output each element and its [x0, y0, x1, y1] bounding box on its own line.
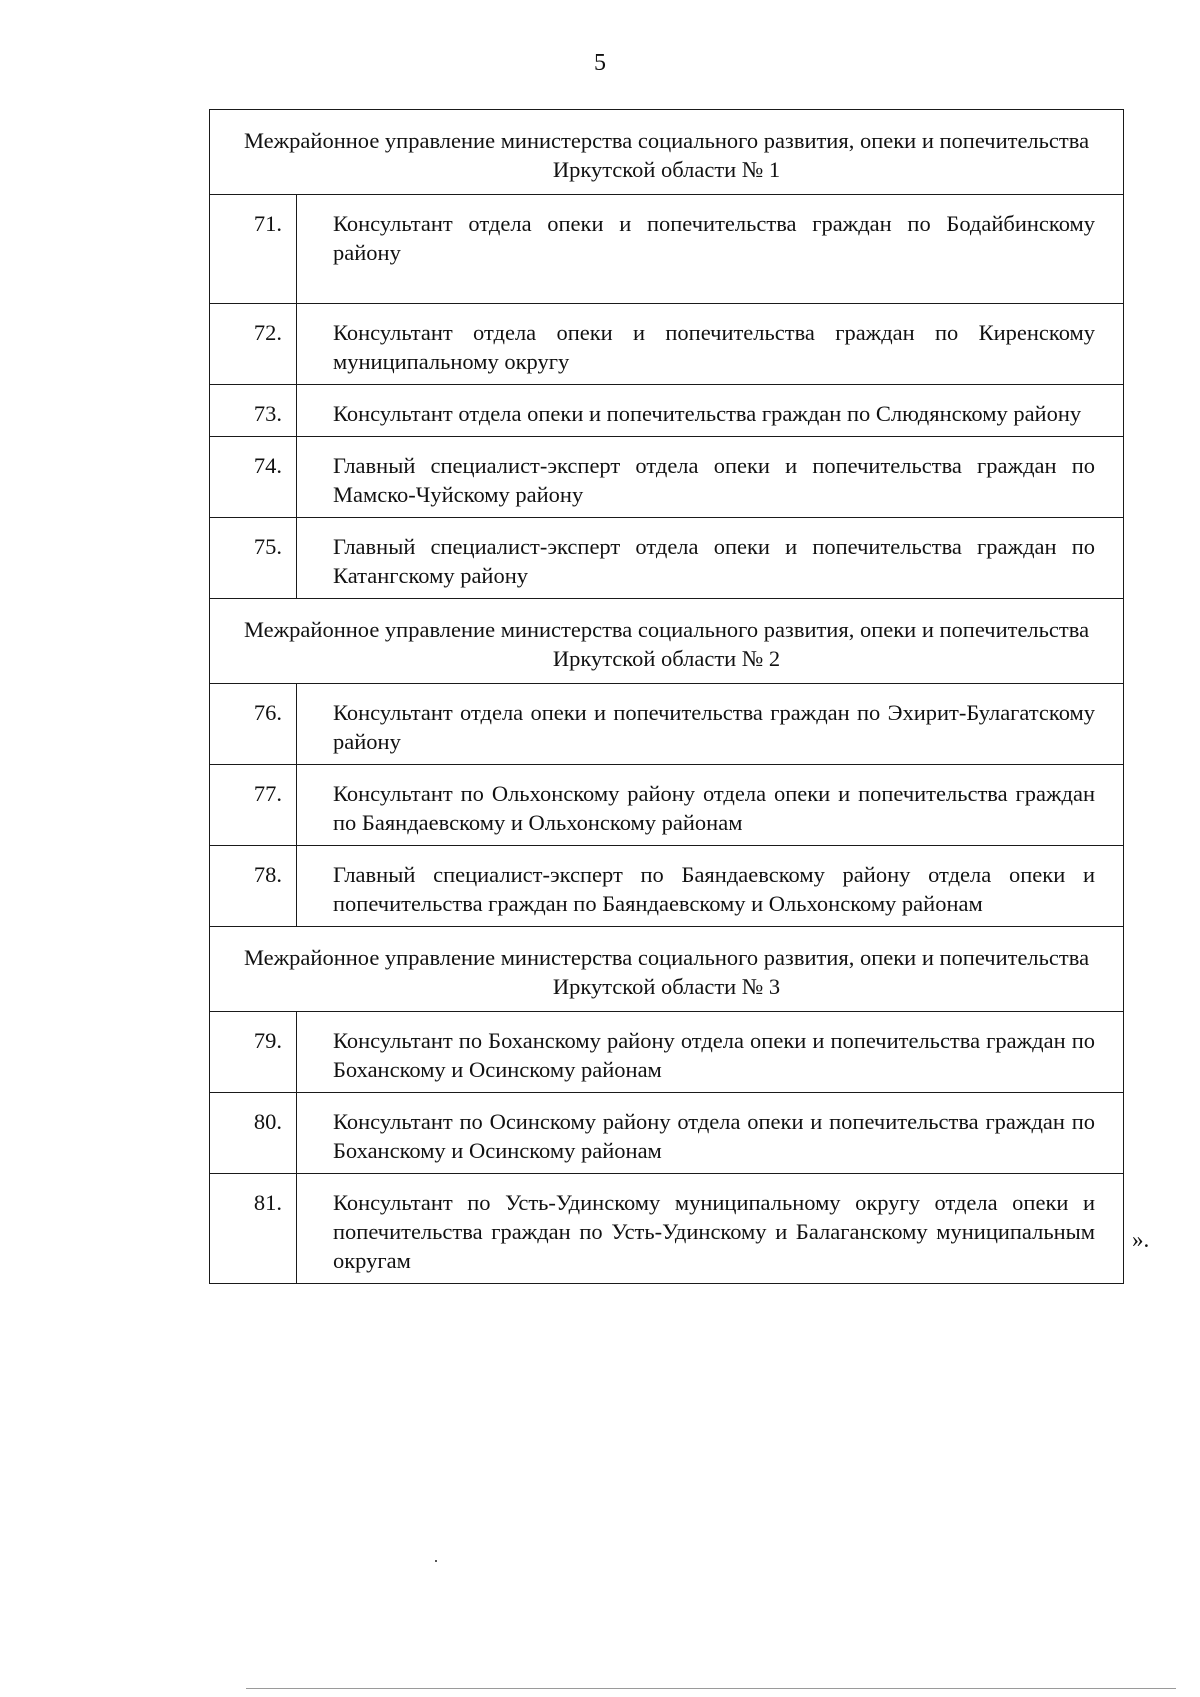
- table-row: [210, 304, 1124, 385]
- row-position-text: Консультант по Боханскому району отдела опеки и попечительства граждан по Боханскому и Осинскому районам: [297, 1012, 1124, 1093]
- scan-speck: [435, 1560, 437, 1562]
- positions-table: [209, 109, 1124, 1284]
- row-number: 80.: [210, 1093, 297, 1174]
- row-position-text: Консультант по Усть-Удинскому муниципальному округу отдела опеки и попечительства граждан по Усть-Удинскому и Балаганскому муниципальным округам: [297, 1174, 1124, 1284]
- table-row: [210, 1012, 1124, 1093]
- table-row: [210, 195, 1124, 304]
- section-header: Межрайонное управление министерства социального развития, опеки и попечительства Иркутской области № 3: [210, 927, 1124, 1012]
- row-position-text: Консультант отдела опеки и попечительства граждан по Слюдянскому району: [297, 385, 1124, 437]
- scan-edge-line: [246, 1688, 1176, 1689]
- row-number: 75.: [210, 518, 297, 599]
- row-number: 74.: [210, 437, 297, 518]
- table-row: [210, 684, 1124, 765]
- section-header: Межрайонное управление министерства социального развития, опеки и попечительства Иркутской области № 2: [210, 599, 1124, 684]
- closing-quote-mark: ».: [1132, 1227, 1150, 1252]
- row-position-text: Консультант по Ольхонскому району отдела опеки и попечительства граждан по Баяндаевскому и Ольхонскому районам: [297, 765, 1124, 846]
- row-position-text: Главный специалист-эксперт по Баяндаевскому району отдела опеки и попечительства граждан по Баяндаевскому и Ольхонскому районам: [297, 846, 1124, 927]
- table-row: [210, 437, 1124, 518]
- section-header-row: [210, 110, 1124, 195]
- row-number: 71.: [210, 195, 297, 304]
- row-position-text: Консультант по Осинскому району отдела опеки и попечительства граждан по Боханскому и Осинскому районам: [297, 1093, 1124, 1174]
- page-number: 5: [594, 50, 606, 76]
- row-position-text: Консультант отдела опеки и попечительства граждан по Киренскому муниципальному округу: [297, 304, 1124, 385]
- section-header: Межрайонное управление министерства социального развития, опеки и попечительства Иркутской области № 1: [210, 110, 1124, 195]
- table-row: [210, 765, 1124, 846]
- table-row: [210, 518, 1124, 599]
- row-number: 76.: [210, 684, 297, 765]
- row-number: 73.: [210, 385, 297, 437]
- row-position-text: Консультант отдела опеки и попечительства граждан по Бодайбинскому району: [297, 195, 1124, 304]
- row-position-text: Главный специалист-эксперт отдела опеки и попечительства граждан по Мамско-Чуйскому району: [297, 437, 1124, 518]
- table-row: [210, 846, 1124, 927]
- section-header-row: [210, 599, 1124, 684]
- row-number: 79.: [210, 1012, 297, 1093]
- table-row: [210, 1174, 1124, 1284]
- table-row: [210, 385, 1124, 437]
- row-number: 72.: [210, 304, 297, 385]
- row-position-text: Главный специалист-эксперт отдела опеки и попечительства граждан по Катангскому району: [297, 518, 1124, 599]
- table-row: [210, 1093, 1124, 1174]
- row-number: 81.: [210, 1174, 297, 1284]
- row-number: 77.: [210, 765, 297, 846]
- row-number: 78.: [210, 846, 297, 927]
- row-position-text: Консультант отдела опеки и попечительства граждан по Эхирит-Булагатскому району: [297, 684, 1124, 765]
- section-header-row: [210, 927, 1124, 1012]
